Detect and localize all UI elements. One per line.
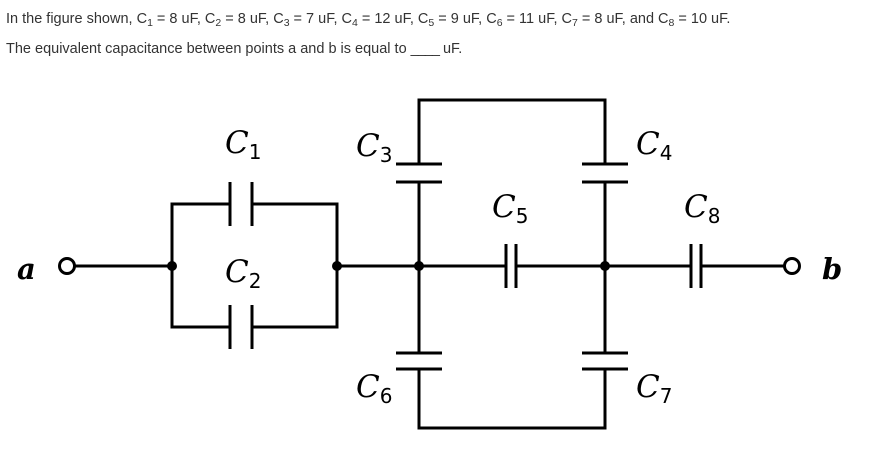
capacitor-label-c2-letter: C [225, 254, 249, 290]
terminal-a-circle [60, 259, 75, 274]
question-text-run: = 12 uF, C [357, 11, 429, 27]
capacitor-label-c3-sub: 3 [379, 143, 393, 167]
answer-blank: ____ [410, 41, 439, 57]
capacitor-label-c1-sub: 1 [248, 140, 262, 164]
capacitor-label-c2-sub: 2 [248, 269, 262, 293]
junction-dot-3 [414, 261, 424, 271]
terminal-b-circle [785, 259, 800, 274]
question-subscript: 8 [668, 17, 675, 29]
question-subscript: 6 [496, 17, 503, 29]
question-text-run: = 7 uF, C [289, 11, 352, 27]
capacitor-label-c4 [636, 126, 672, 165]
question-text-run: = 8 uF, and C [577, 11, 669, 27]
capacitor-label-c6-sub: 6 [379, 384, 393, 408]
question-subscript: 2 [215, 17, 222, 29]
capacitor-label-c4-sub: 4 [659, 141, 673, 165]
capacitor-label-c4-letter: C [636, 126, 660, 162]
capacitor-label-c6 [356, 369, 392, 408]
capacitor-label-c5-letter: C [492, 189, 516, 225]
wire-c1-branch-left [172, 204, 230, 327]
terminal-b-label: b [822, 252, 843, 286]
capacitor-label-c8-sub: 8 [707, 204, 721, 228]
question-text-run: In the figure shown, C [6, 11, 148, 27]
capacitor-label-c7-letter: C [636, 369, 660, 405]
question-subscript: 7 [571, 17, 578, 29]
junction-dot-2 [332, 261, 342, 271]
capacitor-label-c1 [225, 125, 261, 164]
junction-dot-1 [167, 261, 177, 271]
terminal-a-label: a [17, 252, 36, 286]
question-text-run: = 11 uF, C [502, 11, 572, 27]
question-subscript: 5 [428, 17, 435, 29]
question-subscript: 4 [352, 17, 358, 29]
question-unit: uF. [438, 41, 463, 57]
wire-top-loop [419, 100, 605, 164]
capacitor-label-c3-letter: C [356, 128, 380, 164]
question-text-run: = 10 uF. [674, 11, 731, 27]
question-subscript: 3 [283, 17, 290, 29]
circuit-wires [75, 100, 784, 428]
capacitor-label-c7 [636, 369, 672, 408]
wire-c1-branch-right [252, 204, 337, 327]
capacitor-label-c7-sub: 7 [659, 384, 673, 408]
junction-dot-4 [600, 261, 610, 271]
capacitor-label-c6-letter: C [356, 369, 380, 405]
question-text-run: = 9 uF, C [434, 11, 497, 27]
capacitor-label-c1-letter: C [225, 125, 249, 161]
capacitor-label-c8 [684, 189, 720, 228]
capacitor-label-c8-letter: C [684, 189, 708, 225]
wire-bottom-loop [419, 369, 605, 428]
capacitor-label-c2 [225, 254, 261, 293]
question-text-run: = 8 uF, C [221, 11, 284, 27]
question-line-2-text: The equivalent capacitance between points a and b is equal to [6, 41, 411, 57]
question-subscript: 1 [147, 17, 153, 29]
capacitor-label-c3 [356, 128, 392, 167]
capacitor-label-c5 [492, 189, 528, 228]
question-text-run: = 8 uF, C [152, 11, 216, 27]
capacitor-label-c5-sub: 5 [515, 204, 529, 228]
